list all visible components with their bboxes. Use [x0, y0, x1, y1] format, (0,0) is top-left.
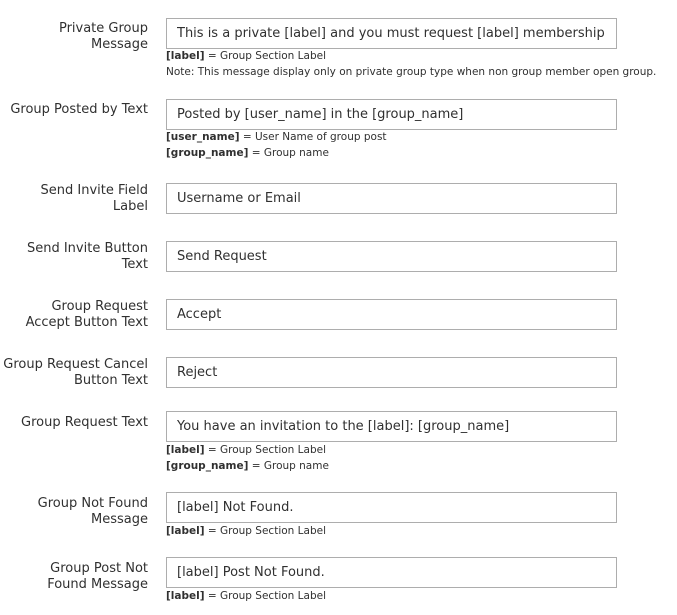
- field-label-line: Group Not Found: [37, 496, 148, 511]
- field-label-line: Accept Button Text: [25, 315, 148, 330]
- field-note: [label] = Group Section Label: [166, 590, 326, 602]
- field-note: [user_name] = User Name of group post: [166, 131, 387, 143]
- field-label-line: Message: [91, 512, 148, 527]
- field-note: [group_name] = Group name: [166, 147, 329, 159]
- field-note: [label] = Group Section Label: [166, 50, 326, 62]
- group-request-cancel-button-text-input[interactable]: [166, 357, 617, 388]
- field-label: [0, 102, 148, 118]
- group-not-found-message-input[interactable]: [166, 492, 617, 523]
- field-label-line: Group Request Text: [21, 415, 148, 430]
- field-label-line: Group Post Not: [50, 561, 148, 576]
- field-label-line: Message: [91, 37, 148, 52]
- field-note: [group_name] = Group name: [166, 460, 329, 472]
- send-invite-button-text-input[interactable]: [166, 241, 617, 272]
- field-note: Note: This message display only on private group type when non group member open group.: [166, 66, 657, 78]
- field-note: [label] = Group Section Label: [166, 444, 326, 456]
- field-note: [label] = Group Section Label: [166, 525, 326, 537]
- field-label-line: Private Group: [58, 21, 148, 36]
- group-post-not-found-message-input[interactable]: [166, 557, 617, 588]
- group-request-text-input[interactable]: [166, 411, 617, 442]
- field-label: [0, 496, 148, 528]
- field-label-line: Group Request: [51, 299, 148, 314]
- group-request-accept-button-text-input[interactable]: [166, 299, 617, 330]
- field-label: [0, 357, 148, 389]
- send-invite-field-label-input[interactable]: [166, 183, 617, 214]
- field-label: [0, 415, 148, 431]
- field-label-line: Group Request Cancel: [3, 357, 148, 372]
- field-label: [0, 241, 148, 273]
- group-posted-by-text-input[interactable]: [166, 99, 617, 130]
- field-label: [0, 299, 148, 331]
- field-label-line: Text: [121, 257, 148, 272]
- field-label-line: Send Invite Field: [40, 183, 148, 198]
- field-label: [0, 21, 148, 53]
- field-label-line: Send Invite Button: [26, 241, 148, 256]
- private-group-message-input[interactable]: [166, 18, 617, 49]
- field-label: [0, 183, 148, 215]
- field-label-line: Label: [112, 199, 148, 214]
- field-label-line: Group Posted by Text: [10, 102, 148, 117]
- field-label-line: Found Message: [47, 577, 148, 592]
- field-label-line: Button Text: [74, 373, 148, 388]
- field-label: [0, 561, 148, 593]
